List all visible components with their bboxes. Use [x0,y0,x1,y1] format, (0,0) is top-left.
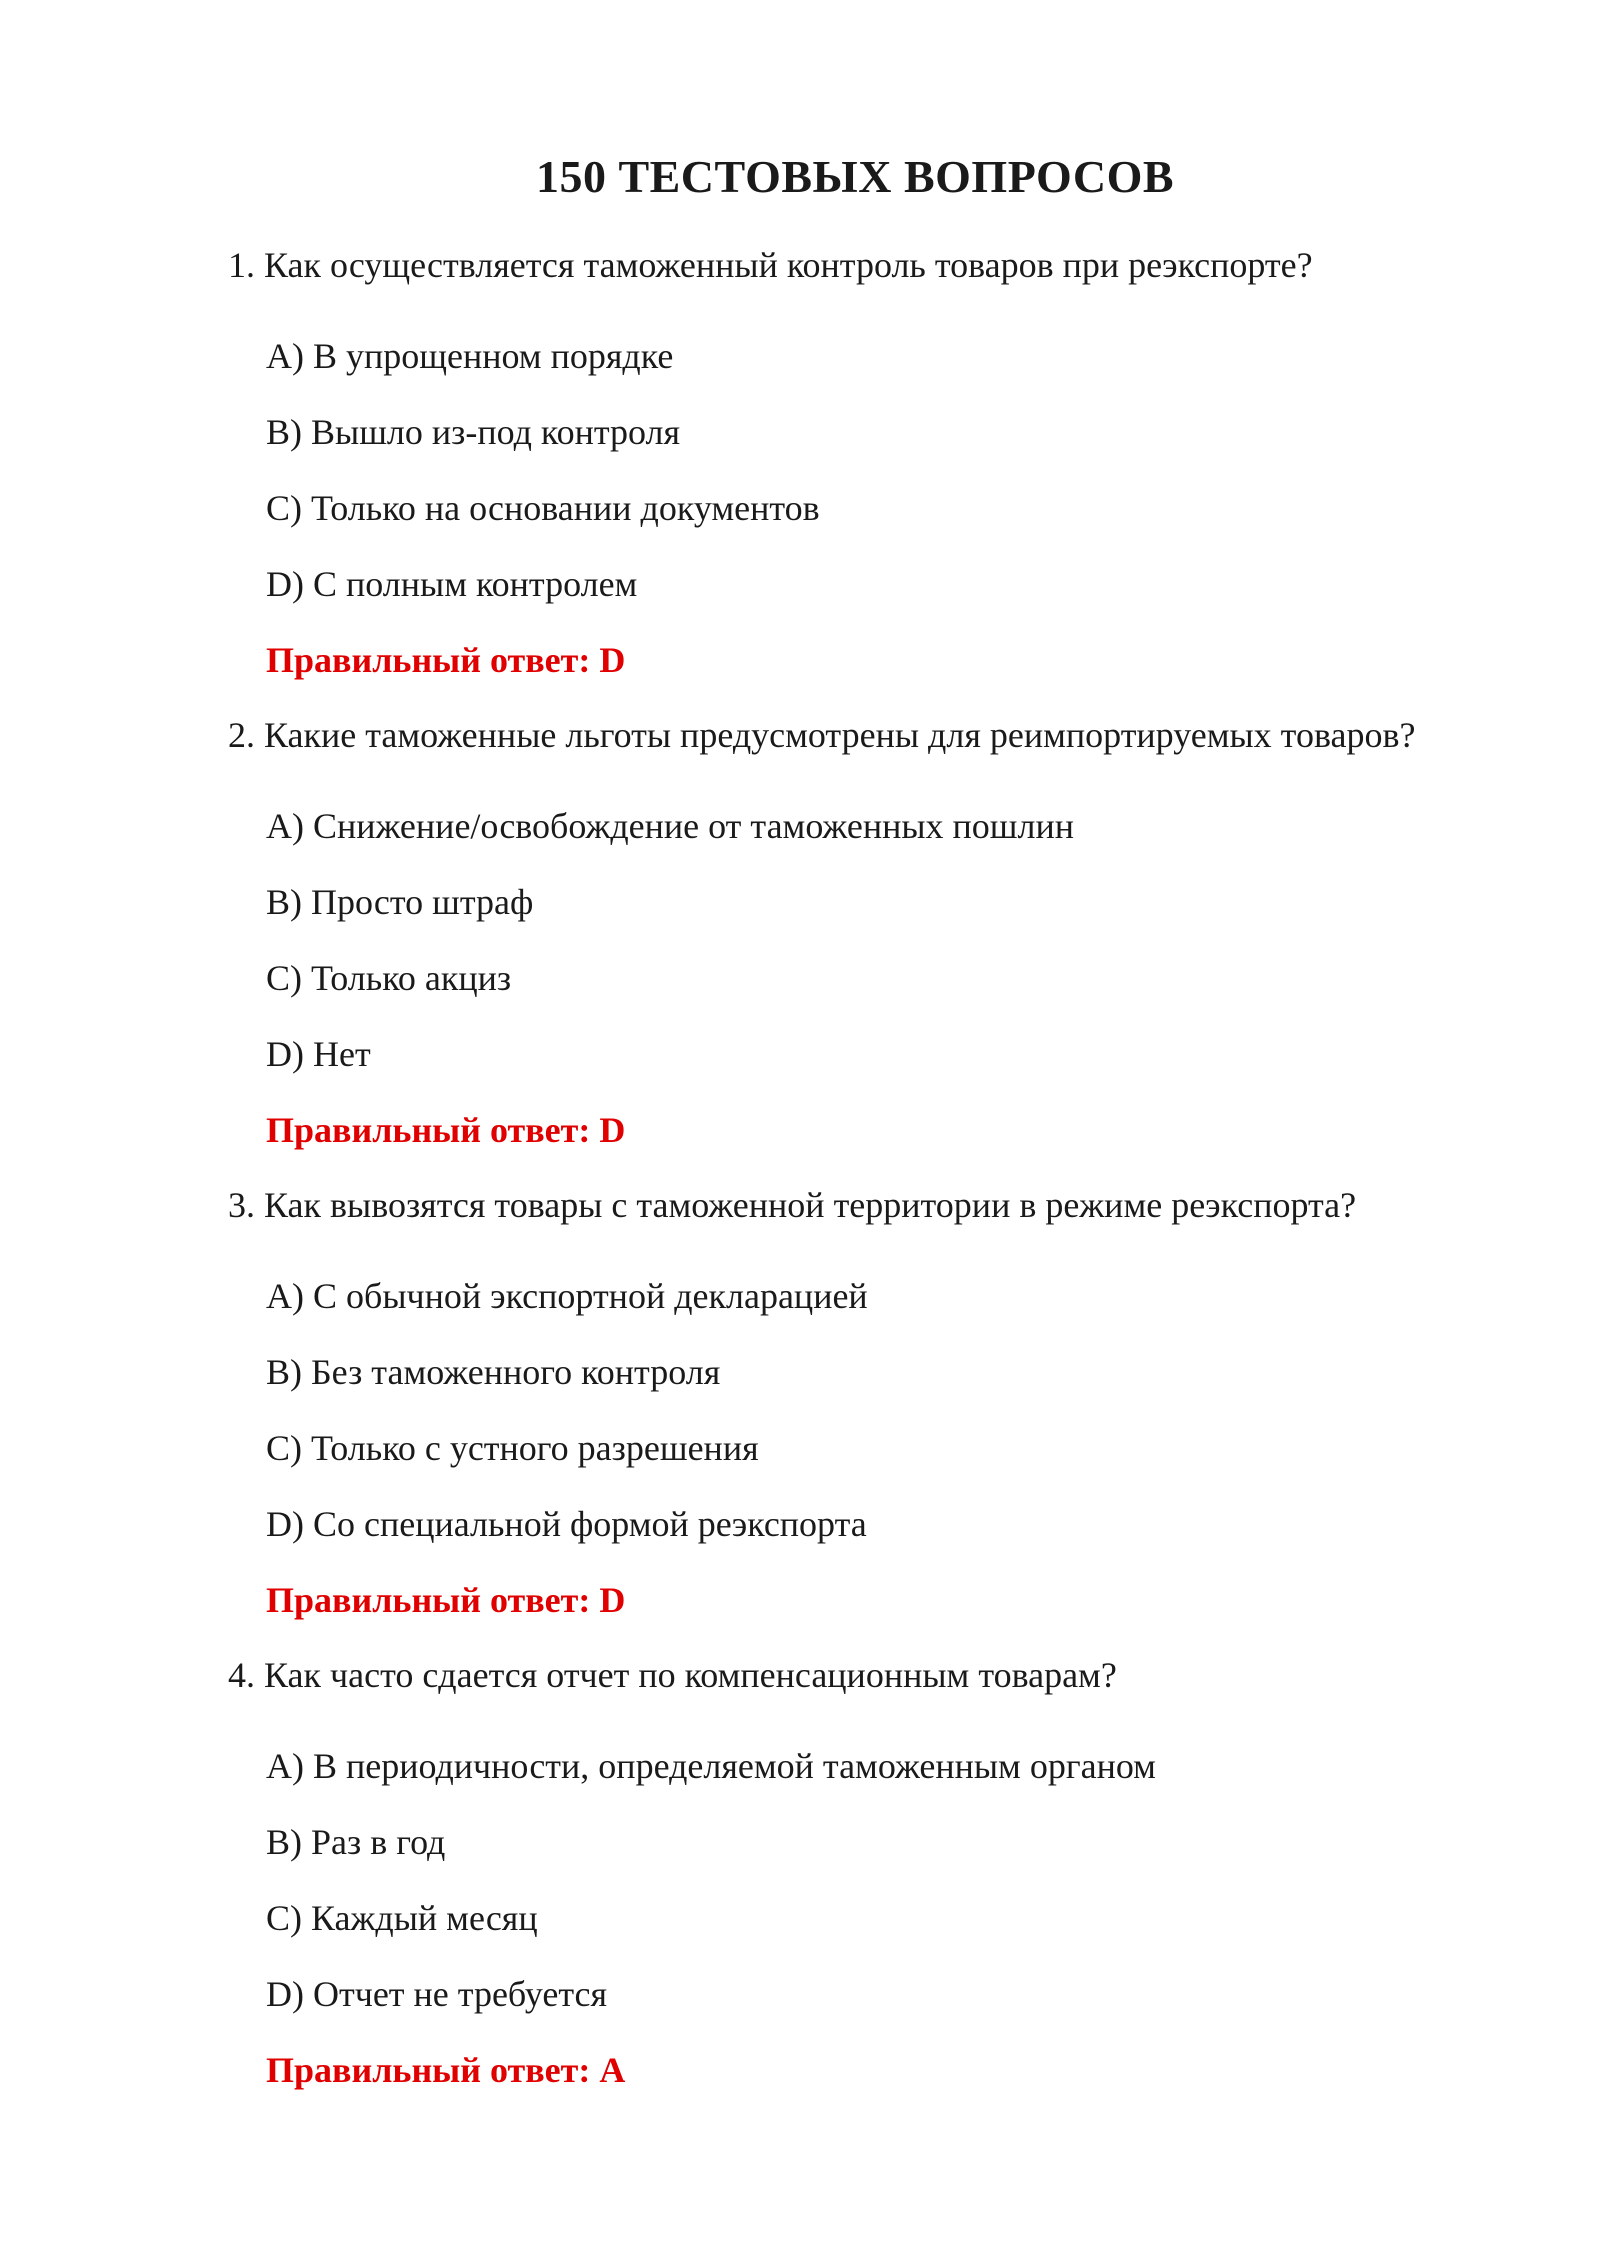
question-4: 4. Как часто сдается отчет по компенсационным товарам? [228,1655,1117,1695]
q1-correct-answer: Правильный ответ: D [266,640,626,680]
q4-correct-answer: Правильный ответ: A [266,2050,626,2090]
q3-option-a: A) С обычной экспортной декларацией [266,1276,868,1316]
q4-option-c: C) Каждый месяц [266,1898,538,1938]
q1-option-b: B) Вышло из-под контроля [266,412,681,452]
question-1: 1. Как осуществляется таможенный контроль товаров при реэкспорте? [228,245,1313,285]
q2-option-b: B) Просто штраф [266,882,534,922]
page-title: 150 ТЕСТОВЫХ ВОПРОСОВ [535,151,1175,202]
q2-option-d: D) Нет [266,1034,371,1074]
q3-option-c: C) Только с устного разрешения [266,1428,759,1468]
question-3: 3. Как вывозятся товары с таможенной территории в режиме реэкспорта? [228,1185,1357,1225]
q2-option-a: A) Снижение/освобождение от таможенных пошлин [266,806,1075,846]
q4-option-a: A) В периодичности, определяемой таможенным органом [266,1746,1156,1786]
q3-option-d: D) Со специальной формой реэкспорта [266,1504,867,1544]
q4-option-b: B) Раз в год [266,1822,446,1862]
q2-correct-answer: Правильный ответ: D [266,1110,626,1150]
q3-option-b: B) Без таможенного контроля [266,1352,721,1392]
q1-option-c: C) Только на основании документов [266,488,820,528]
q2-option-c: C) Только акциз [266,958,512,998]
question-2: 2. Какие таможенные льготы предусмотрены для реимпортируемых товаров? [228,715,1416,755]
q4-option-d: D) Отчет не требуется [266,1974,608,2014]
q1-option-d: D) С полным контролем [266,564,638,604]
q3-correct-answer: Правильный ответ: D [266,1580,626,1620]
q1-option-a: A) В упрощенном порядке [266,336,674,376]
